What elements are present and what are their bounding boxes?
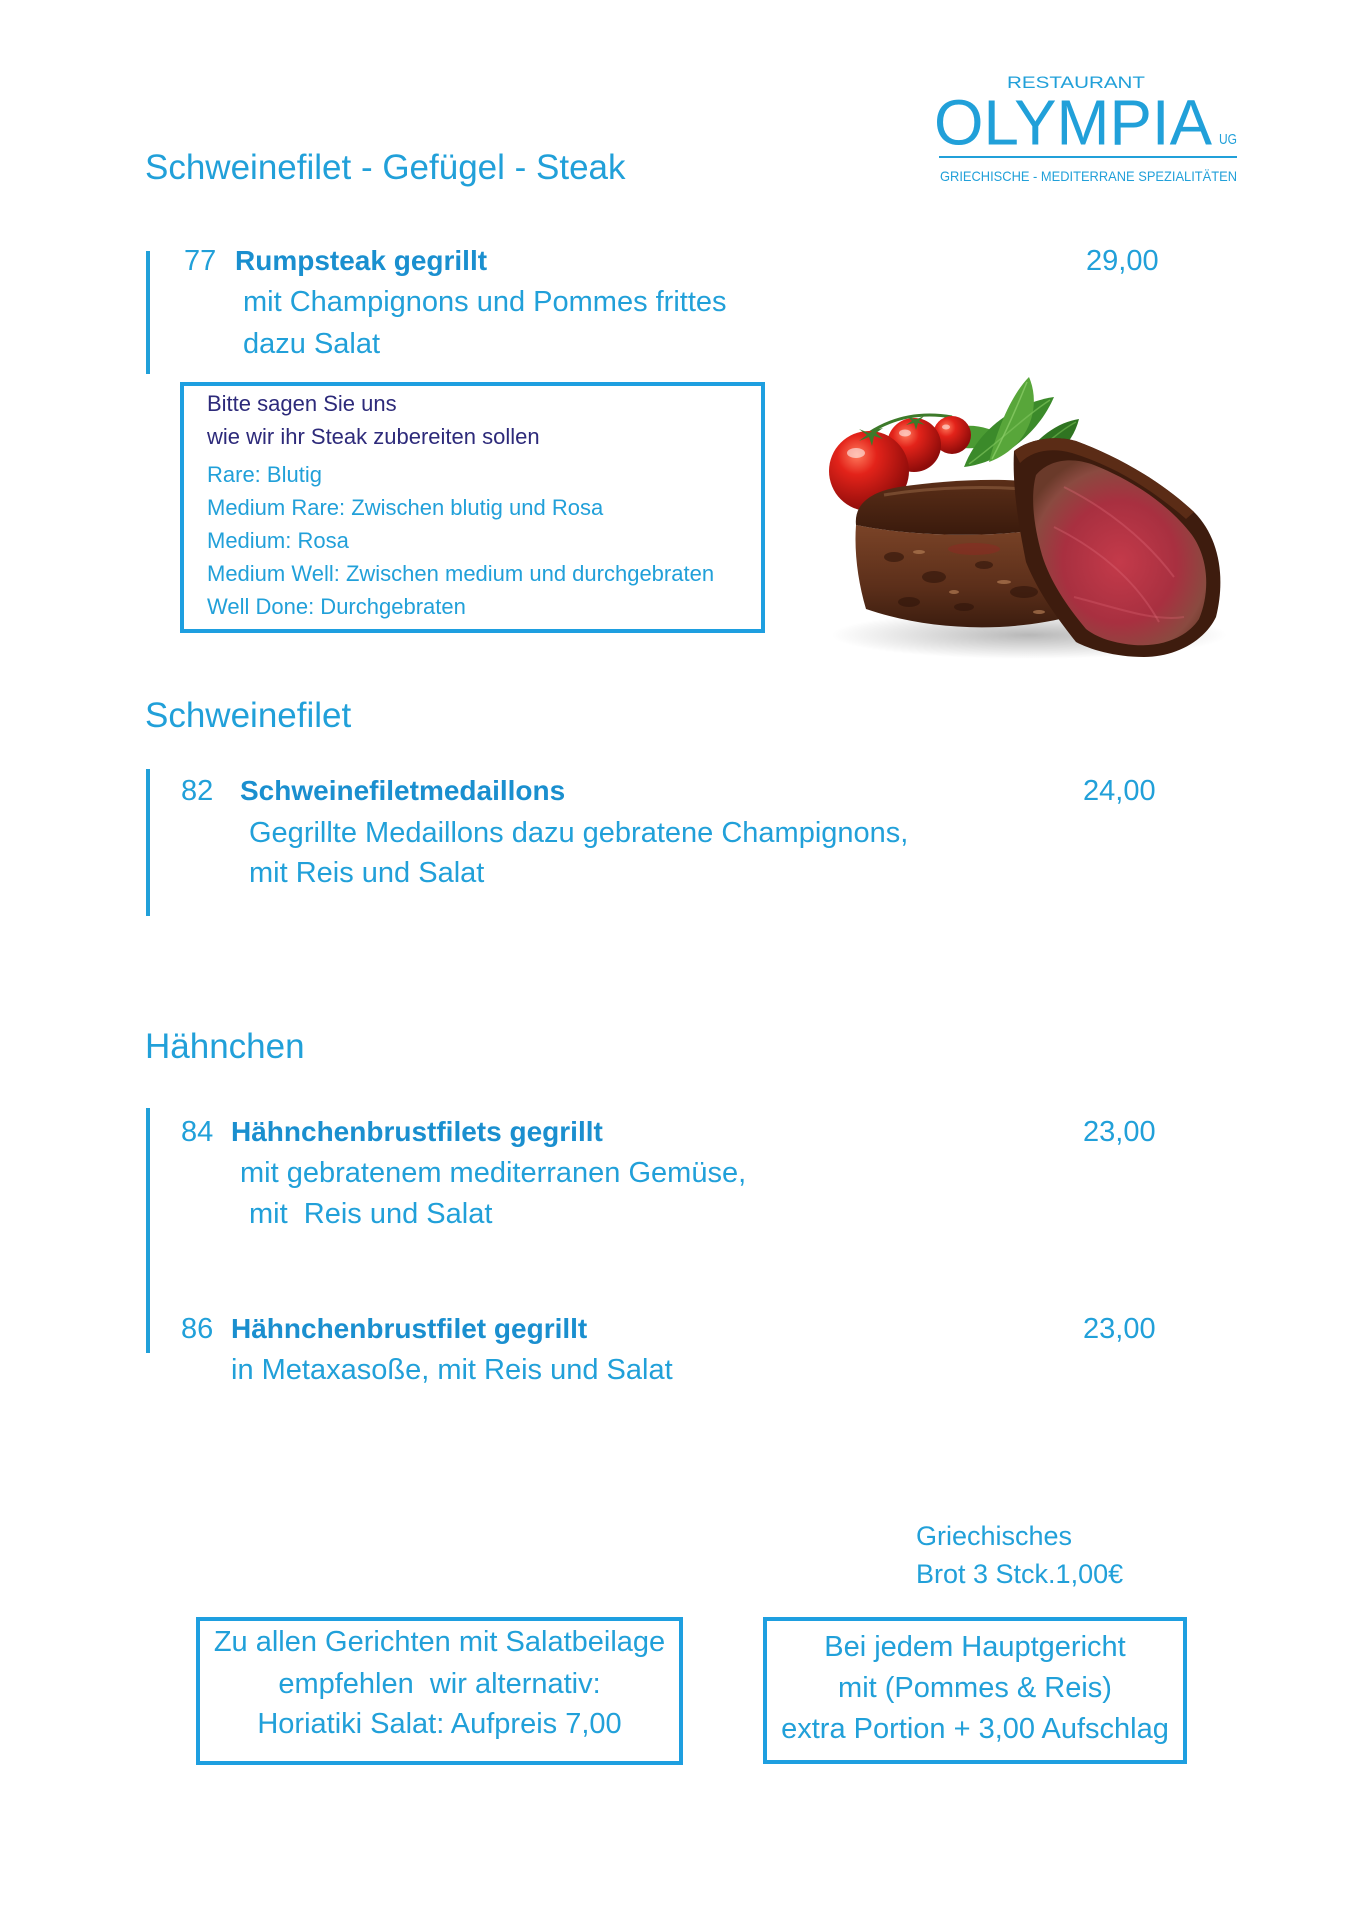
crust-texture: [922, 571, 946, 583]
item-price: 23,00: [1083, 1313, 1156, 1345]
crust-highlight: [1033, 610, 1045, 614]
doneness-intro: Bitte sagen Sie uns: [207, 391, 397, 416]
tomato-highlight: [942, 425, 950, 430]
item-name: Hähnchenbrustfilet gegrillt: [231, 1313, 588, 1344]
item-name: Schweinefiletmedaillons: [240, 775, 566, 806]
salad-note-box: [196, 1617, 683, 1765]
steak-illustration: [814, 367, 1229, 661]
salad-note-line: Horiatiki Salat: Aufpreis 7,00: [257, 1708, 622, 1740]
salad-note-line: Zu allen Gerichten mit Salatbeilage: [213, 1626, 666, 1658]
side-dish-note-box: [763, 1617, 1187, 1764]
tomato-highlight: [847, 448, 865, 458]
doneness-option: Rare: Blutig: [207, 462, 322, 487]
crust-texture: [898, 597, 920, 607]
restaurant-logo: [920, 70, 1250, 195]
bread-note-line: Griechisches: [916, 1521, 1073, 1551]
item-number: 82: [181, 775, 214, 807]
steak-juice: [948, 543, 1000, 555]
item-description: mit Champignons und Pommes frittes: [243, 286, 727, 318]
logo-restaurant-label: RESTAURANT: [1007, 73, 1145, 92]
item-description: in Metaxasoße, mit Reis und Salat: [231, 1354, 673, 1386]
page-title: Schweinefilet - Gefügel - Steak: [145, 148, 626, 187]
logo-tagline: GRIECHISCHE - MEDITERRANE SPEZIALITÄTEN: [940, 168, 1237, 184]
section-heading: Schweinefilet: [145, 696, 352, 735]
item-number: 84: [181, 1116, 214, 1148]
doneness-note-box: [180, 382, 765, 633]
bread-note-line: Brot 3 Stck.1,00€: [916, 1559, 1124, 1589]
crust-texture: [975, 561, 993, 569]
item-description: mit Reis und Salat: [249, 857, 485, 889]
logo-suffix: UG: [1219, 131, 1237, 148]
crust-texture: [1010, 586, 1038, 598]
item-number: 86: [181, 1313, 214, 1345]
crust-highlight: [913, 550, 925, 554]
logo-name: OLYMPIA: [934, 86, 1213, 159]
crust-highlight: [949, 590, 959, 594]
crust-texture: [954, 603, 974, 611]
doneness-option: Medium Rare: Zwischen blutig und Rosa: [207, 495, 604, 520]
side-note-line: Bei jedem Hauptgericht: [824, 1631, 1126, 1663]
item-price: 23,00: [1083, 1116, 1156, 1148]
side-note-line: extra Portion + 3,00 Aufschlag: [781, 1713, 1169, 1745]
doneness-option: Medium Well: Zwischen medium und durchgebraten: [207, 561, 715, 586]
item-name: Hähnchenbrustfilets gegrillt: [231, 1116, 603, 1147]
doneness-intro: wie wir ihr Steak zubereiten sollen: [207, 424, 540, 449]
accent-bar: [146, 1108, 150, 1353]
item-description: mit Reis und Salat: [249, 1198, 493, 1230]
item-number: 77: [184, 245, 217, 277]
item-description: mit gebratenem mediterranen Gemüse,: [240, 1157, 747, 1189]
item-price: 29,00: [1086, 245, 1159, 277]
crust-texture: [884, 552, 904, 562]
doneness-option: Well Done: Durchgebraten: [207, 594, 466, 619]
crust-highlight: [997, 580, 1011, 584]
item-description: Gegrillte Medaillons dazu gebratene Champignons,: [249, 817, 909, 849]
item-price: 24,00: [1083, 775, 1156, 807]
side-note-line: mit (Pommes & Reis): [838, 1672, 1112, 1704]
item-description: dazu Salat: [243, 328, 381, 360]
salad-note-line: empfehlen wir alternativ:: [278, 1668, 601, 1700]
item-name: Rumpsteak gegrillt: [235, 245, 488, 276]
section-heading: Hähnchen: [145, 1027, 305, 1066]
doneness-option: Medium: Rosa: [207, 528, 349, 553]
tomato-highlight: [899, 430, 911, 437]
accent-bar: [146, 769, 150, 916]
accent-bar: [146, 251, 150, 374]
